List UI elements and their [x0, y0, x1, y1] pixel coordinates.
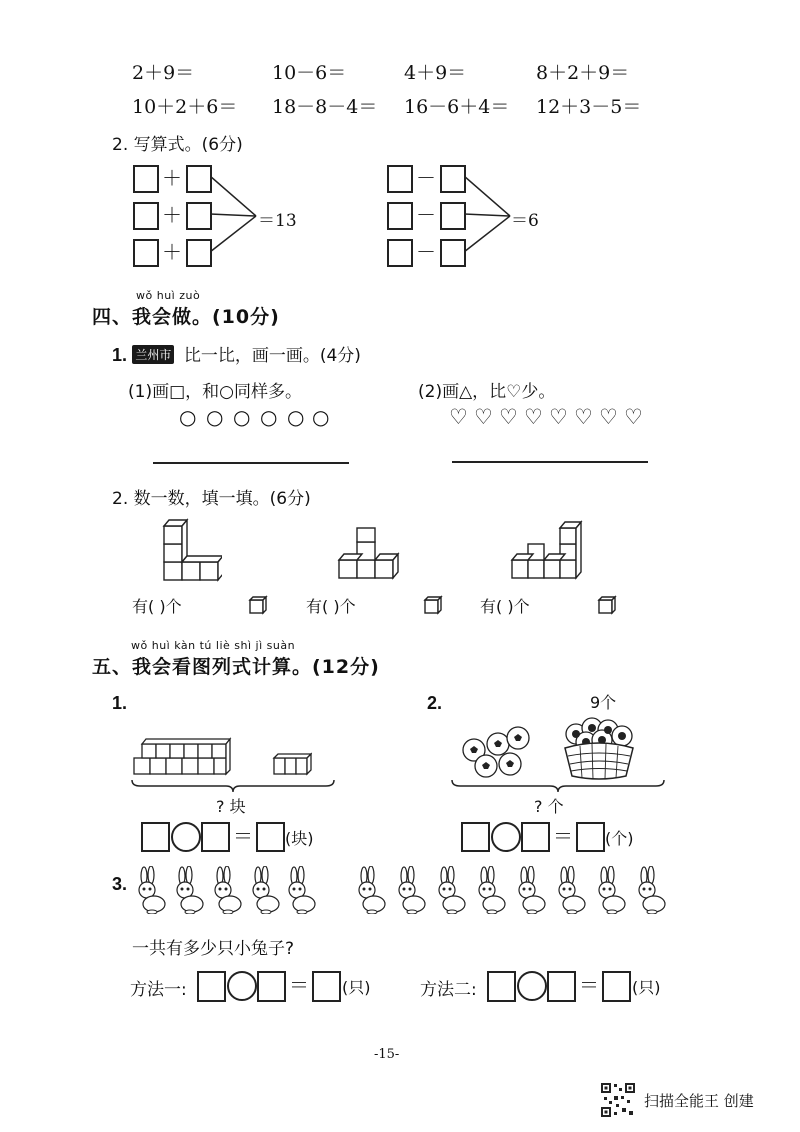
watermark-text: 扫描全能王 创建: [644, 1092, 754, 1110]
equals-sign: ＝: [233, 824, 253, 848]
heart-icon: ♡: [524, 405, 543, 429]
s4-q1-heading: [112, 341, 361, 366]
answer-box[interactable]: [133, 165, 159, 193]
plus-sign: ＋: [162, 240, 182, 264]
cube-stack-figure-1: [160, 514, 222, 584]
balls-question: ? 个: [534, 797, 564, 816]
count-answer-1[interactable]: 有( )个: [132, 597, 182, 616]
rabbit-group-left: [130, 866, 320, 914]
result-6: ＝6: [511, 211, 539, 231]
circle-icon: ○: [206, 405, 224, 429]
answer-box[interactable]: [133, 239, 159, 267]
drawing-answer-line[interactable]: [153, 462, 349, 464]
answer-box[interactable]: [201, 822, 230, 852]
unit-rabbit: (只): [632, 978, 661, 997]
answer-box[interactable]: [186, 239, 212, 267]
s4-q1-text: 比一比，画一画。(4分): [183, 346, 361, 366]
answer-box[interactable]: [440, 202, 466, 230]
blocks-group-small: [272, 752, 312, 778]
answer-box[interactable]: [387, 239, 413, 267]
brace: [130, 778, 336, 794]
equals-sign: ＝: [289, 973, 309, 997]
minus-sign: －: [416, 203, 436, 227]
answer-box[interactable]: [197, 971, 226, 1002]
plus-sign: ＋: [162, 203, 182, 227]
section4-title: 四、我会做。(10分): [92, 306, 280, 328]
circle-icon: ○: [312, 405, 330, 429]
rabbit-group-right: [350, 866, 676, 914]
operator-circle[interactable]: [171, 822, 201, 852]
calc-1-4: 8＋2＋9＝: [536, 62, 630, 84]
soccer-balls-group: [460, 720, 540, 780]
answer-box[interactable]: [186, 165, 212, 193]
blocks-question: ? 块: [216, 797, 246, 816]
unit-rabbit: (只): [342, 978, 371, 997]
calc-2-3: 16－6＋4＝: [404, 96, 510, 118]
region-tag: 兰州市: [132, 345, 174, 364]
blocks-group-large: [132, 736, 232, 778]
section5-pinyin: wǒ huì kàn tú liè shì jì suàn: [131, 639, 296, 652]
count-answer-2[interactable]: 有( )个: [306, 597, 356, 616]
answer-box[interactable]: [256, 822, 285, 852]
circle-icon: ○: [233, 405, 251, 429]
q2-write-title: 2. 写算式。(6分): [112, 135, 243, 155]
answer-box[interactable]: [602, 971, 631, 1002]
heart-icon: ♡: [474, 405, 493, 429]
drawing-answer-line[interactable]: [452, 461, 648, 463]
rabbit-question: 一共有多少只小兔子?: [132, 939, 295, 959]
heart-icon: ♡: [574, 405, 593, 429]
circle-icon: ○: [260, 405, 278, 429]
minus-sign: －: [416, 166, 436, 190]
answer-box[interactable]: [576, 822, 605, 852]
answer-box[interactable]: [387, 202, 413, 230]
method2-label: 方法二:: [420, 980, 477, 1000]
cube-stack-figure-3: [508, 518, 584, 582]
equals-sign: ＝: [579, 973, 599, 997]
unit-item: (个): [605, 829, 634, 848]
heart-icon: ♡: [624, 405, 643, 429]
s5-q3-number: 3.: [112, 874, 128, 894]
answer-box[interactable]: [440, 239, 466, 267]
calc-1-1: 2＋9＝: [132, 62, 195, 84]
heart-icon: ♡: [599, 405, 618, 429]
operator-circle[interactable]: [227, 971, 257, 1001]
answer-box[interactable]: [440, 165, 466, 193]
s5-q2-number: 2.: [427, 693, 443, 713]
heart-icon: ♡: [499, 405, 518, 429]
section4-pinyin: wǒ huì zuò: [136, 289, 201, 302]
plus-sign: ＋: [162, 166, 182, 190]
calc-1-2: 10－6＝: [272, 62, 347, 84]
unit-block: (块): [285, 829, 314, 848]
s4-q1-part-b: (2)画△，比♡少。: [418, 382, 556, 402]
calc-2-1: 10＋2＋6＝: [132, 96, 238, 118]
answer-box[interactable]: [487, 971, 516, 1002]
heart-icon: ♡: [449, 405, 468, 429]
connector-lines: [210, 170, 260, 260]
count-answer-3[interactable]: 有( )个: [480, 597, 530, 616]
cube-icon: [597, 595, 617, 615]
operator-circle[interactable]: [517, 971, 547, 1001]
calc-1-3: 4＋9＝: [404, 62, 467, 84]
page-number: -15-: [374, 1047, 400, 1062]
minus-sign: －: [416, 240, 436, 264]
brace: [450, 778, 666, 794]
result-13: ＝13: [258, 211, 297, 231]
circle-icon: ○: [179, 405, 197, 429]
answer-box[interactable]: [141, 822, 170, 852]
basket-count-label: 9个: [590, 693, 617, 712]
answer-box[interactable]: [387, 165, 413, 193]
equals-sign: ＝: [553, 824, 573, 848]
answer-box[interactable]: [461, 822, 490, 852]
s4-q1-number: 1.: [112, 345, 128, 365]
answer-box[interactable]: [521, 822, 550, 852]
qr-code-icon: [600, 1082, 636, 1118]
answer-box[interactable]: [312, 971, 341, 1002]
section5-title: 五、我会看图列式计算。(12分): [92, 656, 380, 678]
answer-box[interactable]: [133, 202, 159, 230]
cube-stack-figure-2: [335, 526, 401, 582]
s5-q1-number: 1.: [112, 693, 128, 713]
s4-q1-part-a: (1)画□，和○同样多。: [128, 382, 302, 402]
s4-q2-heading: 2. 数一数，填一填。(6分): [112, 489, 311, 509]
answer-box[interactable]: [257, 971, 286, 1002]
calc-2-4: 12＋3－5＝: [536, 96, 642, 118]
method1-label: 方法一:: [130, 980, 187, 1000]
calc-2-2: 18－8－4＝: [272, 96, 378, 118]
basket-with-balls: [562, 708, 636, 780]
answer-box[interactable]: [186, 202, 212, 230]
cube-icon: [423, 595, 443, 615]
connector-lines: [464, 170, 514, 260]
answer-box[interactable]: [547, 971, 576, 1002]
circle-icon: ○: [287, 405, 305, 429]
cube-icon: [248, 595, 268, 615]
operator-circle[interactable]: [491, 822, 521, 852]
heart-icon: ♡: [549, 405, 568, 429]
